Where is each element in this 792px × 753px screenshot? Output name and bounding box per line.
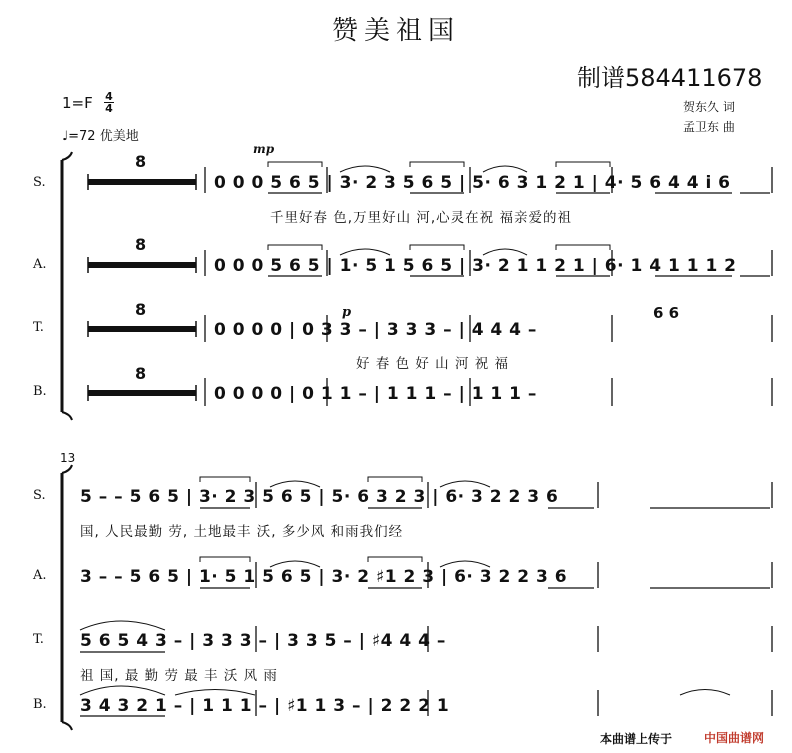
bass-notes: 3 4 3 2 1 – | 1 1 1 – | ♯1 1 3 – | 2 2 2 1 — [80, 696, 450, 716]
site-logo: 中国曲谱网 — [704, 731, 765, 745]
key-signature: 1=F — [62, 94, 93, 112]
soprano-lyrics: 国, 人民最勤 劳, 土地最丰 沃, 多少风 和雨我们经 — [80, 524, 404, 540]
voice-label-tenor: T. — [33, 320, 44, 335]
multi-rest-bar — [88, 390, 196, 396]
alto-notes: 3 – – 5 6 5 | 1· 5 1 5 6 5 | 3· 2 ♯1 2 3 | 6· 3 2 2 3 6 — [80, 567, 568, 587]
lyricist-credit: 贺东久 词 — [683, 100, 735, 114]
voice-label-soprano: S. — [33, 488, 46, 503]
tenor-lyrics: 好 春 色 好 山 河 祝 福 — [356, 356, 510, 372]
voice-label-alto: A. — [33, 568, 47, 583]
soprano-lyrics: 千里好春 色,万里好山 河,心灵在祝 福亲爱的祖 — [270, 210, 572, 226]
voice-label-alto: A. — [33, 257, 47, 272]
composer-credit: 孟卫东 曲 — [683, 120, 735, 134]
bass-notes: 0 0 0 0 | 0 1 1 – | 1 1 1 – | 1 1 1 – — [214, 384, 537, 404]
time-signature-numerator: 4 — [105, 90, 113, 103]
tenor-notes: 0 0 0 0 | 0 3 3 – | 3 3 3 – | 4 4 4 – — [214, 320, 537, 340]
alto-notes: 0 0 0 5 6 5 | 1· 5 1 5 6 5 | 3· 2 1 1 2 1 | 6· 1 4 1 1 1 2 — [214, 256, 737, 276]
voice-label-bass: B. — [33, 697, 47, 712]
multi-rest-bar — [88, 179, 196, 185]
multi-rest-bar — [88, 326, 196, 332]
multi-rest-count: 8 — [135, 300, 147, 319]
footer-text: 本曲谱上传于 — [600, 732, 673, 746]
voice-label-tenor: T. — [33, 632, 44, 647]
voice-label-soprano: S. — [33, 175, 46, 190]
tenor-notes: 5 6 5 4 3 – | 3 3 3 – | 3 3 5 – | ♯4 4 4 – — [80, 631, 446, 651]
measure-number: 13 — [60, 451, 76, 465]
tenor-upper-notes: 6 6 — [653, 304, 680, 322]
dynamic-mp: mp — [253, 142, 275, 156]
watermark: 制谱584411678 — [577, 64, 763, 92]
voice-label-bass: B. — [33, 384, 47, 399]
page-title: 赞美祖国 — [331, 16, 460, 46]
tempo-marking: ♩=72 优美地 — [62, 129, 139, 144]
soprano-notes: 0 0 0 5 6 5 | 3· 2 3 5 6 5 | 5· 6 3 1 2 1 | 4· 5 6 4 4 i 6 — [214, 173, 731, 193]
time-signature-denominator: 4 — [105, 102, 113, 115]
soprano-notes: 5 – – 5 6 5 | 3· 2 3 5 6 5 | 5· 6 3 2 3 | 6· 3 2 2 3 6 — [80, 487, 559, 507]
multi-rest-bar — [88, 262, 196, 268]
multi-rest-count: 8 — [135, 364, 147, 383]
multi-rest-count: 8 — [135, 152, 147, 171]
dynamic-p: p — [342, 305, 352, 320]
multi-rest-count: 8 — [135, 235, 147, 254]
tenor-lyrics: 祖 国, 最 勤 劳 最 丰 沃 风 雨 — [80, 668, 278, 684]
